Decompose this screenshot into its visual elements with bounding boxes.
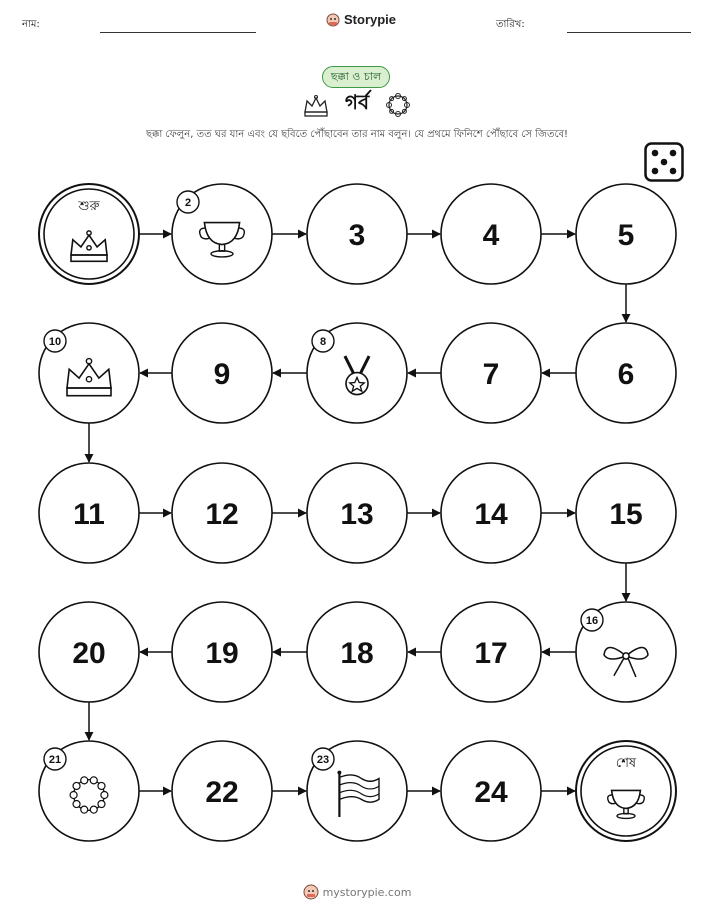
cell-number-badge: 2 — [184, 197, 192, 209]
board-cell-7 — [441, 323, 541, 423]
board-cell-13 — [307, 463, 407, 563]
board-cell-12 — [172, 463, 272, 563]
cell-number: 6 — [617, 358, 635, 391]
cell-number: 3 — [348, 219, 366, 252]
cell-number: 18 — [340, 637, 374, 670]
cell-number: 4 — [482, 219, 500, 252]
cell-number: 11 — [73, 498, 105, 531]
board-cell-21 — [39, 741, 139, 841]
board-cell-25 — [576, 741, 676, 841]
board-cell-24 — [441, 741, 541, 841]
instructions: ছক্কা ফেলুন, তত ঘর যান এবং যে ছবিতে পৌঁছাবেন তার নাম বলুন। যে প্রথমে ফিনিশে পৌঁছাবে সে জিতবে! — [145, 129, 569, 140]
board-cell-19 — [172, 602, 272, 702]
board-cell-3 — [307, 184, 407, 284]
name-label: নাম: — [22, 19, 40, 30]
board-cell-8 — [307, 323, 407, 423]
board-cell-5 — [576, 184, 676, 284]
cell-number: 15 — [609, 498, 643, 531]
board-cell-23 — [307, 741, 407, 841]
end-label: শেষ — [615, 756, 637, 771]
cell-number: 19 — [205, 637, 239, 670]
cell-number: 14 — [474, 498, 508, 531]
footer — [0, 884, 714, 900]
board-cell-4 — [441, 184, 541, 284]
start-label: শুরু — [78, 199, 100, 214]
cell-number: 7 — [482, 358, 500, 391]
cell-number-badge: 23 — [316, 754, 330, 766]
cell-number-badge: 16 — [585, 615, 599, 627]
board-cell-9 — [172, 323, 272, 423]
board-cell-1 — [39, 184, 139, 284]
cell-number: 5 — [617, 219, 635, 252]
storypie-logo-icon — [303, 884, 319, 900]
cell-number: 12 — [205, 498, 239, 531]
cell-number: 13 — [340, 498, 374, 531]
board-cell-15 — [576, 463, 676, 563]
cell-number-badge: 10 — [48, 336, 62, 348]
cell-number: 17 — [474, 637, 508, 670]
cell-number: 20 — [72, 637, 106, 670]
board-cell-16 — [576, 602, 676, 702]
board-cell-20 — [39, 602, 139, 702]
page-title: গর্ব — [344, 90, 370, 114]
footer-url: mystorypie.com — [322, 885, 412, 899]
cell-number: 24 — [474, 776, 508, 809]
board-cell-6 — [576, 323, 676, 423]
game-type-badge: ছক্কা ও চাল — [322, 66, 390, 88]
board-cell-18 — [307, 602, 407, 702]
board-cell-2 — [172, 184, 272, 284]
cell-number: 9 — [213, 358, 231, 391]
brand-name: Storypie — [344, 12, 397, 27]
cell-number-badge: 21 — [48, 754, 62, 766]
board-cell-10 — [39, 323, 139, 423]
board-cell-22 — [172, 741, 272, 841]
date-label: তারিখ: — [496, 19, 525, 30]
board-cell-14 — [441, 463, 541, 563]
cell-number-badge: 8 — [319, 336, 327, 348]
board-cell-11 — [39, 463, 139, 563]
cell-number: 22 — [205, 776, 239, 809]
board-cell-17 — [441, 602, 541, 702]
